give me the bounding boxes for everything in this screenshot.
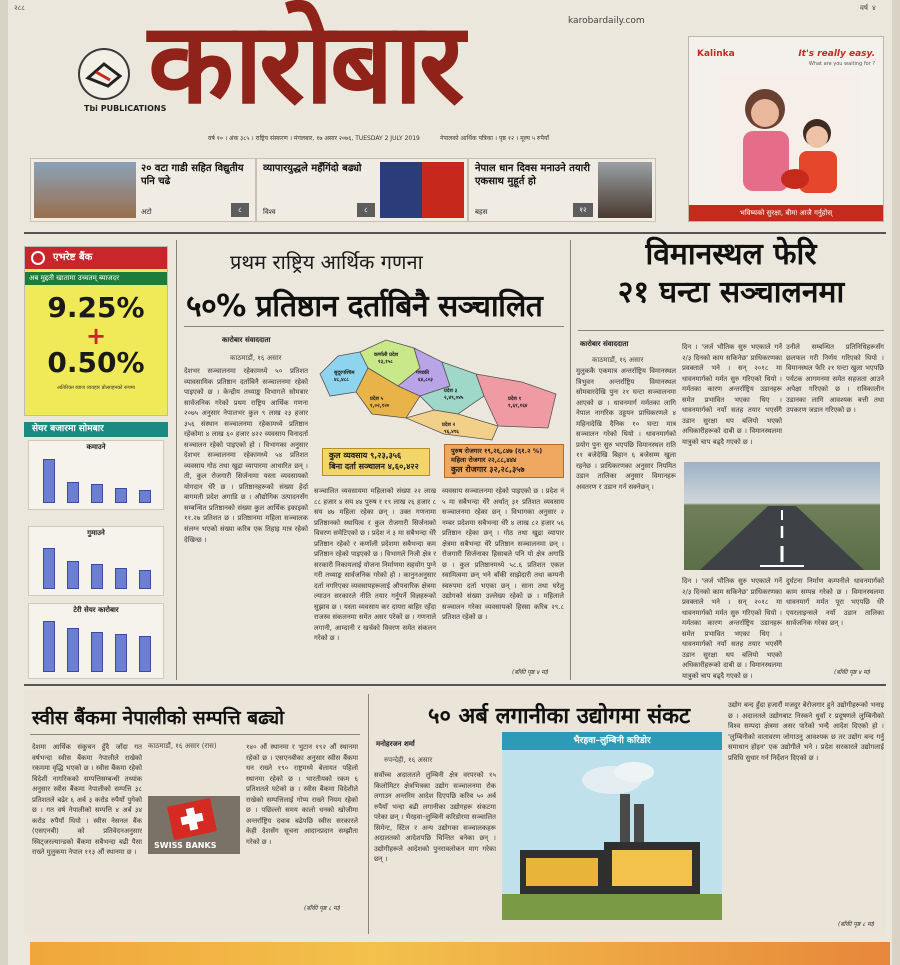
teaser-page: ८ <box>357 203 375 217</box>
airport-column-5: दुर्घटना निर्माण कम्पनीले धावनमार्गको काम सम्पन्न गरेको छ । विमानस्थलमा धावनमार्ग मर्मत पूरा भएपछि धेरै एयरलाइन्सले नयाँ उडान तालिका सार्वजनिक गरेका छन् । <box>786 577 884 628</box>
ad-brand: Kalinka <box>697 49 735 59</box>
swiss-column-1: देशमा आर्थिक संकुचन हुँदै जाँदा गत वर्षभन्दा स्वीस बैंकमा नेपालीले राखेको रकममा वृद्धि भएको छ । स्वीस बैंकमा रहेको विदेशी नागरिकको सम्पत्तिसम्बन्धी तथ्यांक अनुसार स्वीस बैंकमा नेपालीको सम्पत्ति ३८ प्रतिशतले बढेर ६ अर्ब ३ करोड रुपैयाँ पुगेको छ । गत वर्ष नेपालीको सम्पत्ति ४ अर्ब ३४ करोड रुपैयाँ थियो । स्वीस नेसनल बैंक (एसएनबी) को प्रतिवेदनअनुसार स्विट्जरल्यान्डको बैंकमा सबैभन्दा बढी पैसा राख्ने मुलुकमा नेपाल ११३ औं स्थानमा छ । <box>32 743 142 857</box>
lead-column-1: देशभर सञ्चालनमा रहेकामध्ये ५० प्रतिशत व्यावसायिक प्रतिष्ठान दर्ताबिनै सञ्चालनमा रहेको पाइएको छ । केन्द्रीय तथ्याङ्क विभागले सोमबार सार्वजनिक गरेको प्रथम राष्ट्रिय आर्थिक गणना २०७५ अनुसार नेपालभर कुल ९ लाख २३ हजार ३५६ संस्थान सञ्चालनमा रहेकामध्ये प्रतिष्ठान रहेकोमा ४ लाख ६० हजार ४२२ व्यवसाय विनादर्ता सञ्चालन रहेको पाइएको हो । विभागका अनुसार देशभर सञ्चालनमा रहेकामध्ये ५४ प्रतिशत व्यवसाय गोठ तथा खुद्रा व्यापारमा आधारित छन् । ती, कुल रोजगारी सिर्जनामा यस्ता व्यवसायको योगदान धेरै छ । प्रतिष्ठानहरूको संख्या हेर्दा बागमती प्रदेश अगाडि छ । औद्योगिक उत्पादनसँग सम्बन्धित प्रतिष्ठानको संख्या कुल आर्थिक इकाइको ११.२७ प्रतिशत छ । प्रतिष्ठानमा महिला सञ्चालक संलग्न भएको संख्या करिब एक तिहाइ मात्र रहेको देखिन्छ । <box>184 367 308 544</box>
ad-headline: It's really easy. <box>798 49 875 59</box>
invest-headline[interactable]: ५० अर्ब लगानीका उद्योगमा संकट <box>428 704 691 729</box>
everest-bank-ad[interactable] <box>24 246 168 416</box>
teaser-section: बहस <box>475 208 488 216</box>
headline-rule <box>578 330 884 331</box>
ad-strip: भविष्यको सुरक्षा, बीमा आजै गर्नुहोस् <box>689 205 883 221</box>
share-bar <box>43 548 55 589</box>
map-label-karnali: कर्णाली प्रदेश <box>374 352 399 358</box>
website-url[interactable]: karobardaily.com <box>568 16 645 26</box>
rate-note: अतिरिक्त ब्याज व्यवहार प्रोत्साहनको रूपमा <box>57 384 135 391</box>
teaser-section: विश्व <box>263 208 276 216</box>
share-bar <box>67 482 79 503</box>
teaser-world[interactable] <box>256 158 468 222</box>
teaser-title: नेपाल धान दिवस मनाउने तयारी एकसाथ मुहूर्त हो <box>475 163 590 187</box>
swiss-column-2: १४० औं स्थानमा र भुटान १९२ औं स्थानमा रहेको छ । एसएनबीका अनुसार स्वीस बैंकमा धन राख्ने १९० राष्ट्रमध्ये बेलायत पहिलो स्थानमा रहेको छ । भारतीयको रकम ६ प्रतिशतले घटेको छ । स्वीस बैंकमा विदेशीले राखेको सम्पत्तिलाई गोप्य राख्ने नियम रहेको छ । पछिल्लो समय कालो धनको खोजीमा अन्तर्राष्ट्रिय दबाब बढेपछि स्वीस सरकारले केही देशसँग सूचना आदानप्रदान सम्झौता गरेको छ । <box>246 743 358 846</box>
map-label-province1: प्रदेश १ <box>508 396 522 402</box>
factory-icon <box>502 750 722 920</box>
share-market-heading: सेयर बजारमा सोमबार <box>24 422 168 437</box>
airport-column-3: उनीले सम्बन्धित प्रतिनिधिहरूसँग छलफल गरी निर्णय गरिएको थियो । विमानस्थल फेरि २१ घन्टा खुला भएपछि पर्यटक आगमनमा समेत सहजता आउने अपेक्षा गरिएको छ । रात्रिकालीन उडानका लागि आवश्यक बत्ती तथा उपकरण जडान गरिएको छ । <box>786 343 884 415</box>
share-bar <box>139 490 151 503</box>
share-chart-losers <box>28 526 164 596</box>
invest-continued[interactable]: (बाँकी पृष्ठ ८ मा) <box>838 921 875 928</box>
map-label-province3: प्रदेश ३ <box>444 388 458 394</box>
corridor-illustration <box>502 732 722 920</box>
lead-kicker: प्रथम राष्ट्रिय आर्थिक गणना <box>230 250 423 274</box>
airport-column-2: दिन । 'जर्ज भौतिक सुरु भएकाले गर्ने २/३ दिनको काम सकिनेछ' प्राधिकरणका प्रवक्ताले भने । सन् २०१८ मा धावनमार्गको मर्मत सुरु गरिएको थियो । मर्मतका कारण अन्तर्राष्ट्रिय उडानहरू समेत प्रभावित भएका थिए । धावनमार्गको नयाँ सतह तयार भएसँगै उडान सुरक्षा थप बलियो भएको अधिकारीहरूको दाबी छ । विमानस्थलमा यात्रुको चाप बढ्दै गएको छ । <box>682 343 782 446</box>
airport-column-1: मुलुककै एकमात्र अन्तर्राष्ट्रिय विमानस्थल त्रिभुवन अन्तर्राष्ट्रिय विमानस्थल सोमबारदेखि पुनः २१ घन्टा सञ्चालनमा आएको छ । धावनमार्ग मर्मतका लागि नेपाल नागरिक उड्डयन प्राधिकरणले ४ महिनादेखि दैनिक १० घन्टा मात्र सञ्चालन गरेको थियो । धावनमार्गको प्रयोग पुनः सुरु भएपछि विमानस्थल राति ११ बजेदेखि बिहान ६ बजेसम्म खुला रहनेछ । प्राधिकरणका अनुसार नियमित उडान तालिका अनुसार विमानहरू अवतरण र उडान गर्न सक्नेछन् । <box>576 367 676 491</box>
headline-rule <box>184 326 564 327</box>
swiss-continued[interactable]: (बाँकी पृष्ठ ८ मा) <box>304 905 341 912</box>
swiss-banks-label: SWISS BANKS <box>154 841 217 850</box>
share-bar <box>43 621 55 672</box>
map-label-gandaki: गण्डकी <box>416 370 430 376</box>
invest-date: रुपन्देही, १६ असार <box>384 756 433 764</box>
share-bar <box>91 632 103 672</box>
map-count-province2: ९६,४१६ <box>444 429 459 435</box>
bottom-ad-strip <box>30 942 890 965</box>
map-count-province3: २,४९,०४५ <box>444 395 464 401</box>
teaser-title: व्यापारयुद्धले महँगिंदो बढ्यो <box>263 163 362 174</box>
column-divider <box>176 240 177 680</box>
rate-primary: 9.25% <box>47 291 145 324</box>
runway-photo <box>684 462 880 570</box>
teaser-auto[interactable] <box>30 158 256 222</box>
map-label-province2: प्रदेश २ <box>442 422 456 428</box>
page-number-right: वर्ष ४ <box>860 4 876 12</box>
tagline: नेपालको आर्थिक पत्रिका । पृष्ठ १२ । मूल्य ५ रुपैयाँ <box>440 135 549 142</box>
section-divider <box>24 684 886 686</box>
teaser-title: २० वटा गाडी सहित विद्युतीय पनि चढे <box>141 163 244 187</box>
share-bar <box>139 570 151 589</box>
lead-date: काठमाडौं, १६ असार <box>230 354 282 362</box>
teaser-debate[interactable] <box>468 158 656 222</box>
teaser-portrait-photo <box>598 162 652 218</box>
corridor-label: भैरहवा–लुम्बिनी करिडोर <box>502 732 722 750</box>
chart-caption: टेरी सेयर कारोबार <box>73 606 119 614</box>
share-bar <box>139 636 151 672</box>
ad-subline: What are you waiting for ? <box>808 61 875 67</box>
share-bar <box>43 459 55 503</box>
map-count-farwest: ४८,४८८ <box>334 377 349 383</box>
share-bar <box>91 484 103 503</box>
map-count-gandaki: ६४,८०३ <box>418 377 433 383</box>
bank-name: एभरेष्ट बैंक <box>25 247 167 269</box>
airport-headline[interactable]: विमानस्थल फेरि २१ घन्टा सञ्चालनमा <box>617 237 845 310</box>
map-count-province1: १,६१,१६४ <box>508 403 528 409</box>
teaser-section: अटो <box>141 208 152 216</box>
invest-byline: मनोहरजन शर्मा <box>376 740 415 748</box>
lead-headline[interactable]: ५०% प्रतिष्ठान दर्ताबिनै सञ्चालित <box>186 289 543 324</box>
publisher-name: Tbi PUBLICATIONS <box>84 104 167 113</box>
teaser-page: १२ <box>573 203 593 217</box>
column-divider <box>570 240 571 680</box>
lead-continued[interactable]: (बाँकी पृष्ठ ४ मा) <box>512 669 549 676</box>
share-bar <box>67 561 79 589</box>
airport-column-4: दिन । 'जर्ज भौतिक सुरु भएकाले गर्ने २/३ दिनको काम सकिनेछ' प्राधिकरणका प्रवक्ताले भने । सन् २०१८ मा धावनमार्गको मर्मत सुरु गरिएको थियो । मर्मतका कारण अन्तर्राष्ट्रिय उडानहरू समेत प्रभावित भएका थिए । धावनमार्गको नयाँ सतह तयार भएसँगै उडान सुरक्षा थप बलियो भएको अधिकारीहरूको दाबी छ । विमानस्थलमा यात्रुको चाप बढ्दै गएको छ । <box>682 577 782 680</box>
rate-bonus: 0.50% <box>47 345 145 379</box>
dateline: वर्ष १० । अंक ३८५ । राष्ट्रिय संस्करण । मंगलबार, १७ असार २०७६, TUESDAY 2 JULY 2019 <box>208 135 420 142</box>
chart-caption: कमाउने <box>86 443 106 451</box>
lead-column-3: व्यवसाय सञ्चालनमा रहेको पाइएको छ । प्रदेश नं ५ मा सबैभन्दा धेरै अर्थात् ३१ प्रतिशत व्यवसाय सञ्चालनमा रहेका छन् । विभागका अनुसार २ नम्बर प्रदेशमा सबैभन्दा धेरै ४ लाख ८२ हजार ५६ प्रतिष्ठान रहेका छन् । गोठ तथा खुद्रा व्यापार क्षेत्रमा सबैभन्दा धेरै प्रतिष्ठान सञ्चालनमा छन् । रोजगारी सिर्जनाका हिसाबले पनि यो क्षेत्र अगाडि छ । कुल प्रतिष्ठानमध्ये ५८.६ प्रतिशत एकल स्वामित्वमा छन् भने बाँकी साझेदारी तथा कम्पनी स्वरुपमा दर्ता भएका छन् । साना तथा घरेलु उद्योगको संख्या उल्लेख्य रहेको छ । महिलाले सञ्चालन गरेका व्यवसायको हिस्सा करिब २९.८ प्रतिशत रहेको छ । <box>442 487 564 622</box>
airport-byline: कारोबार संवाददाता <box>580 340 629 348</box>
map-count-province5: १,०२,१२० <box>370 403 390 409</box>
masthead-title: कारोबार <box>148 0 461 129</box>
column-divider <box>368 694 369 934</box>
nepal-province-map <box>316 334 562 446</box>
share-bar <box>115 488 127 503</box>
section-divider <box>24 232 886 234</box>
invest-column-2: उद्योग बन्द हुँदा हजारौं मजदुर बेरोजगार हुने उद्योगीहरूको भनाइ छ । अदालतले उद्योगबाट निस्कने धुवाँ र प्रदूषणले लुम्बिनीको विश्व सम्पदा क्षेत्रमा असर पारेको भन्दै आदेश दिएको हो । 'लुम्बिनीको वातावरण जोगाउनु आवश्यक छ तर उद्योग बन्द गर्नु समाधान होइन' एक उद्योगीले भने । प्रदेश सरकारले उद्योगलाई प्रविधि सुधार गर्न निर्देशन दिएको छ । <box>728 701 884 762</box>
bank-ad-strip: अब मुद्दती खातामा उच्चतम् ब्याजदर <box>25 272 167 285</box>
mother-child-photo-icon <box>719 75 859 199</box>
lead-column-2: सञ्चालित व्यवसायमा महिलाको संख्या २२ लाख ८८ हजार ४ सय ४४ पुरुष र १९ लाख २६ हजार ८ सय ४७ महिला रहेका छन् । उक्त गणनामा प्रतिष्ठानको स्थायित्व र कुल रोजगारी सिर्जनाको विवरण समेटिएको छ । प्रदेश नं ३ मा सबैभन्दा धेरै प्रतिष्ठान रहेको र कर्णाली प्रदेशमा सबैभन्दा कम प्रतिष्ठान रहेको पाइएको छ । विभागले निजी क्षेत्र र सरकारी निकायलाई योजना निर्माणमा सहयोग पुग्ने गरी तथ्याङ्क सार्वजनिक गरेको हो । कानुनअनुसार दर्ता नगरिएका व्यवसायहरूलाई औपचारिक क्षेत्रमा ल्याउन सरकारले नीति तयार गर्नुपर्ने विज्ञहरूको सुझाव छ । यस्ता व्यवसाय कर दायरा बाहिर रहँदा राजस्व संकलनमा समेत असर परेको छ । गणनाले लगानी, आम्दानी र खर्चको विवरण समेत संकलन गरेको छ । <box>314 487 436 643</box>
chart-caption: गुमाउने <box>87 529 105 537</box>
swiss-banks-photo <box>148 796 240 854</box>
invest-column-1: सर्वोच्च अदालतले लुम्बिनी क्षेत्र वरपरको १५ किलोमिटर क्षेत्रभित्रका उद्योग सञ्चालनमा रोक लगाउन अन्तरिम आदेश दिएपछि करिब ५० अर्ब रुपैयाँ भन्दा बढी लगानीका उद्योगहरू संकटमा परेका छन् । भैरहवा–लुम्बिनी करिडोरमा सञ्चालित सिमेन्ट, स्टिल र अन्य उद्योगका सञ्चालकहरू अदालतको आदेशपछि चिन्तित बनेका छन् । उद्योगीहरूले आदेशको पुनरावलोकन माग गरेका छन् । <box>374 771 496 864</box>
airport-date: काठमाडौं, १६ असार <box>592 356 644 364</box>
bank-logo-icon <box>31 251 45 265</box>
share-chart-turnover <box>28 603 164 679</box>
employment-box: पुरुष रोजगार १९,२६,८४७ (६१.२ %) महिला रोजगार २२,८८,४४४ कुल रोजगार ३२,२८,३५७ <box>444 444 564 478</box>
publisher-logo-icon <box>78 48 130 100</box>
map-count-karnali: १३,१५८ <box>378 359 393 365</box>
page-number-left: २८८ <box>14 4 25 12</box>
teaser-page: ८ <box>231 203 249 217</box>
swiss-headline[interactable]: स्वीस बैंकमा नेपालीको सम्पत्ति बढ्यो <box>32 707 285 729</box>
share-bar <box>67 628 79 672</box>
headline-rule <box>30 734 360 735</box>
newspaper-page <box>8 0 892 965</box>
share-bar <box>115 568 127 589</box>
swiss-date: काठमाडौं, १६ असार (रास) <box>148 742 217 750</box>
share-chart-gainers <box>28 440 164 510</box>
rate-plus: + <box>85 321 107 350</box>
airport-continued[interactable]: (बाँकी पृष्ठ ४ मा) <box>834 669 871 676</box>
share-bar <box>115 634 127 672</box>
share-bar <box>91 564 103 589</box>
teaser-flags-photo <box>380 162 464 218</box>
teaser-auto-photo <box>34 162 136 218</box>
insurance-ad[interactable] <box>688 36 884 222</box>
total-business-box: कुल व्यवसाय ९,२३,३५६ बिना दर्ता सञ्चालन ४,६०,४२२ <box>322 448 430 476</box>
map-label-farwest: सुदूरपश्चिम <box>334 370 355 376</box>
map-label-province5: प्रदेश ५ <box>370 396 384 402</box>
lead-byline: कारोबार संवाददाता <box>222 336 271 344</box>
